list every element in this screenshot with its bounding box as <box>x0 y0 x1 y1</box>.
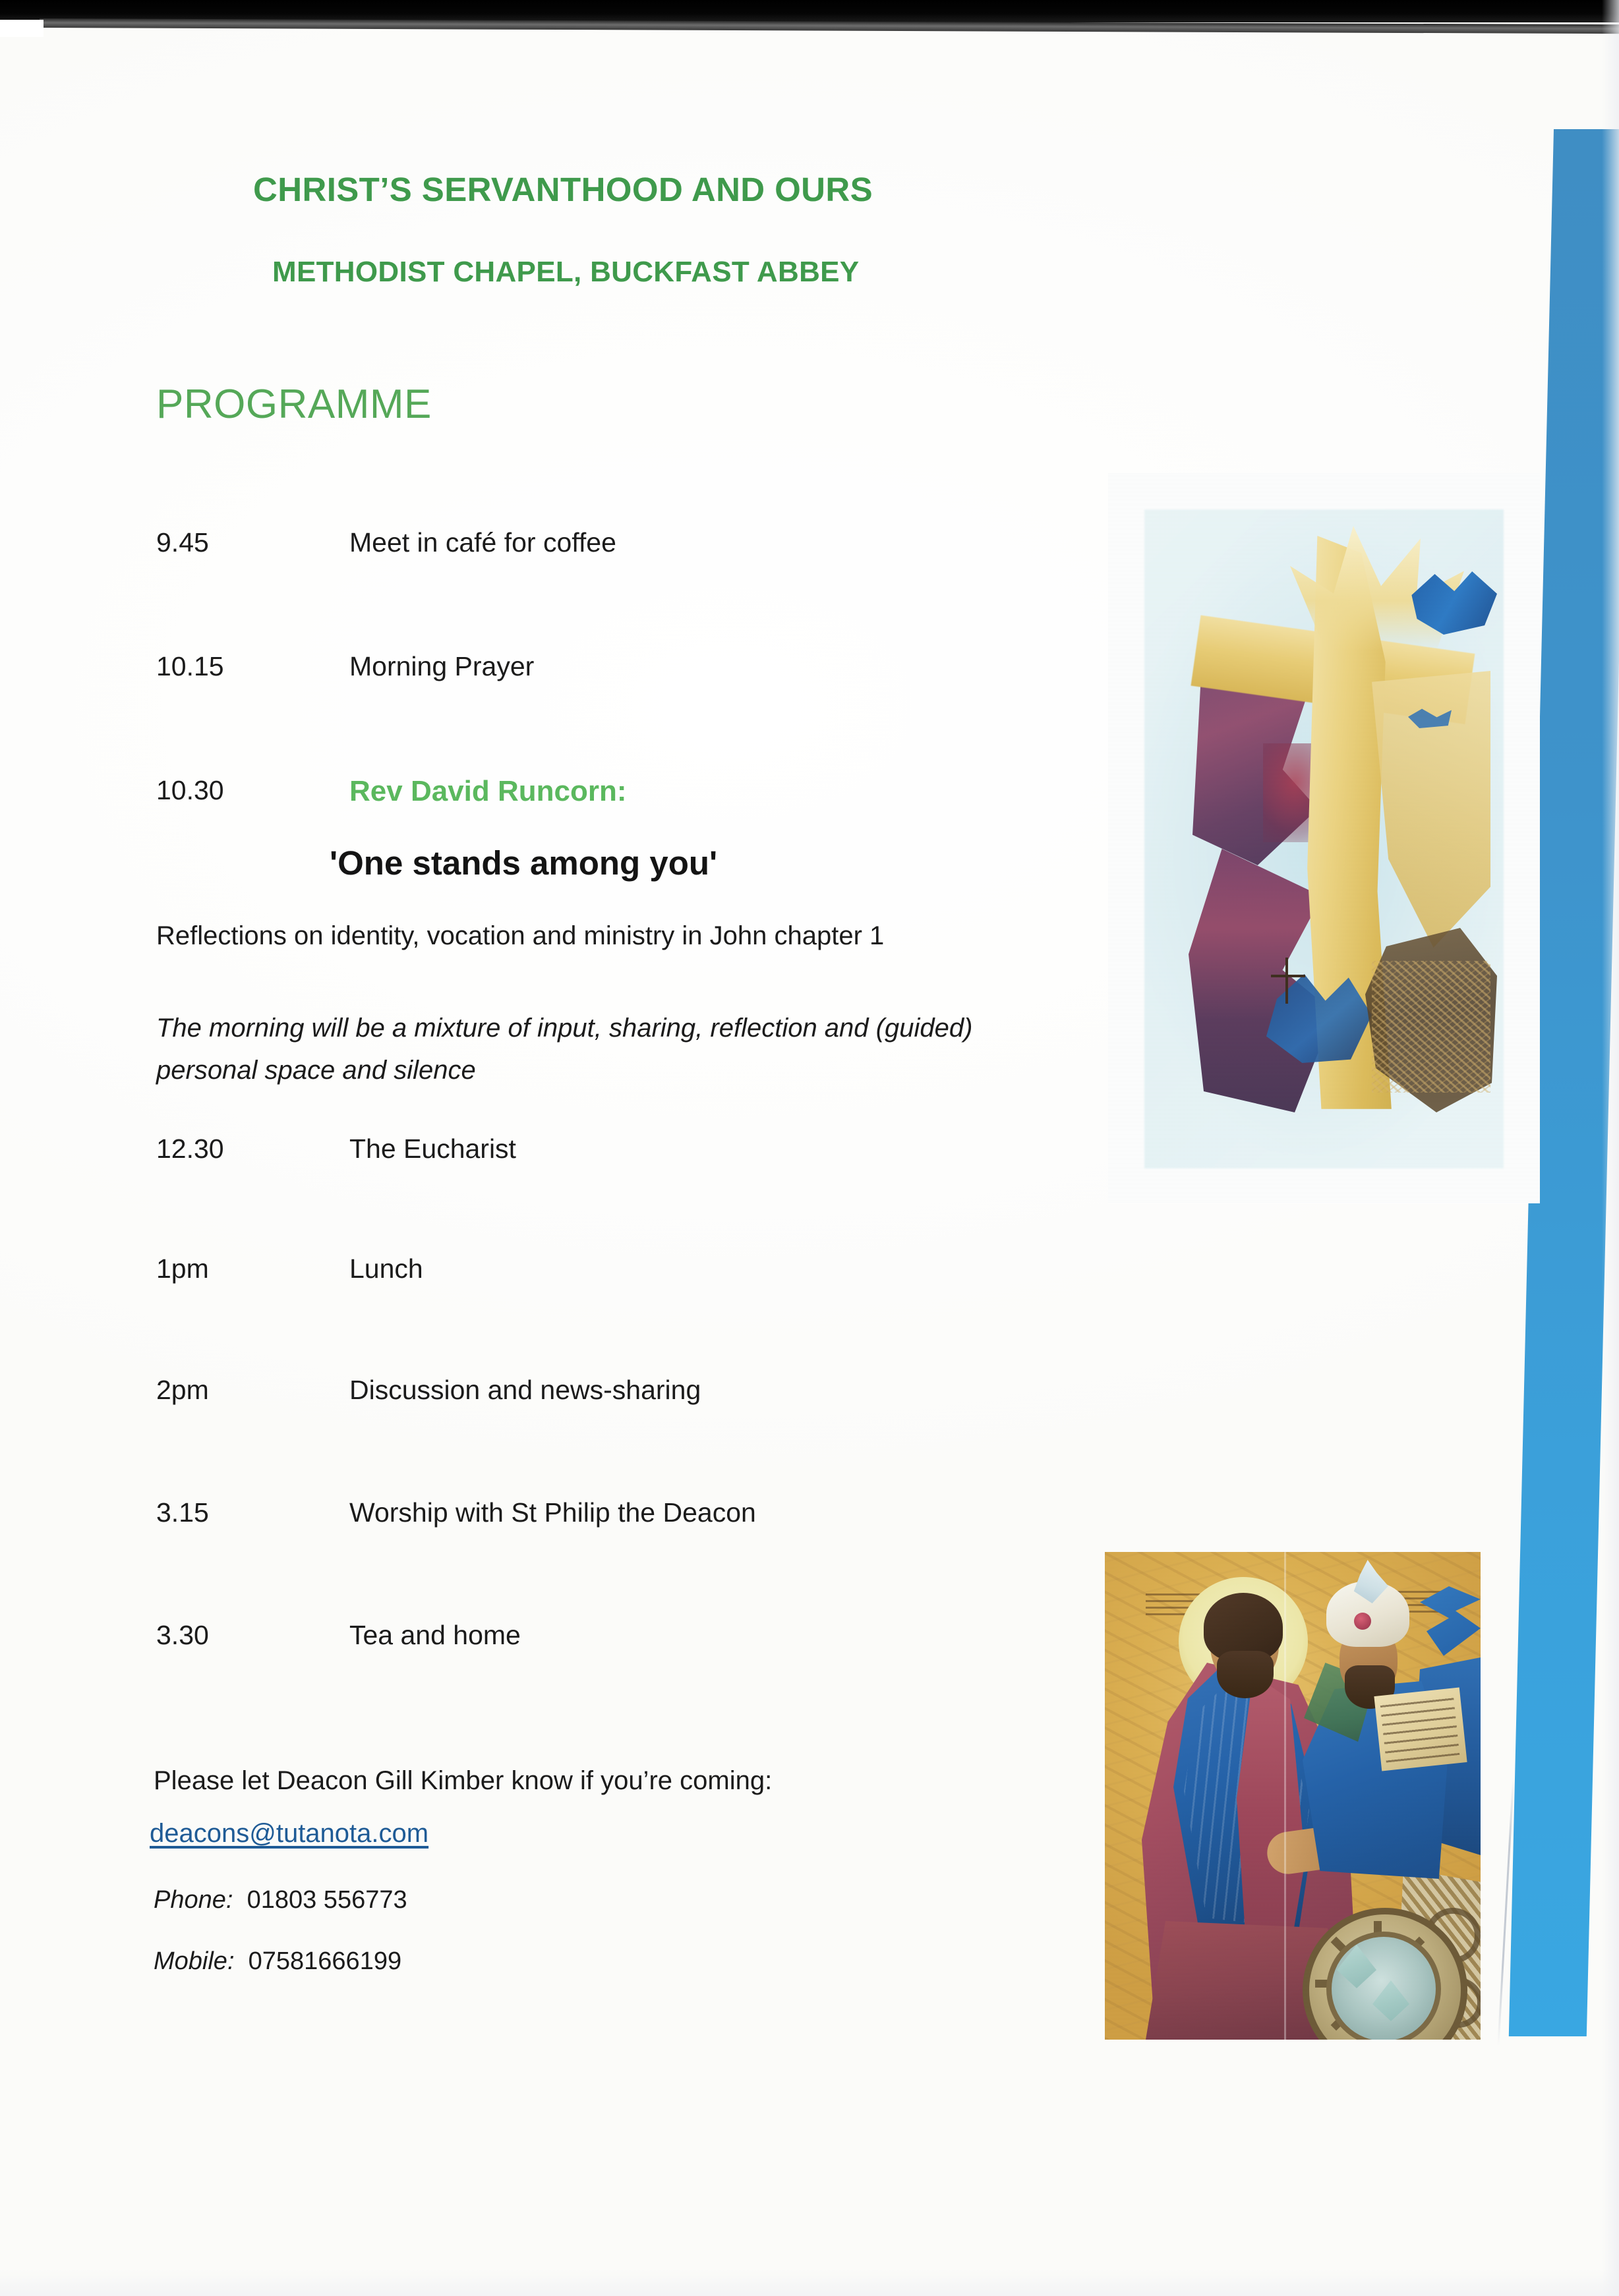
scan-bottom-edge-fade <box>0 2270 1619 2296</box>
schedule-row-4 <box>0 1134 989 1173</box>
schedule-description: Lunch <box>349 1253 423 1284</box>
painting-brown-texture <box>1372 961 1490 1093</box>
schedule-row-1 <box>0 527 989 567</box>
byzantine-icon-philip-and-ethiopian <box>1105 1552 1481 2040</box>
contact-phone <box>154 1886 407 1914</box>
schedule-description: Discussion and news-sharing <box>349 1375 701 1405</box>
contact-mobile-label: Mobile: <box>154 1947 235 1975</box>
talk-title: 'One stands among you' <box>330 844 718 882</box>
programme-section-heading: PROGRAMME <box>156 382 432 427</box>
contact-mobile <box>154 1947 401 1976</box>
schedule-description: Morning Prayer <box>349 651 535 681</box>
schedule-time: 10.30 <box>156 775 224 805</box>
schedule-time: 9.45 <box>156 527 209 558</box>
page-subtitle-venue: METHODIST CHAPEL, BUCKFAST ABBEY <box>272 256 860 288</box>
speaker-name: Rev David Runcorn: <box>349 775 627 807</box>
talk-subtitle: Reflections on identity, vocation and ministry in John chapter 1 <box>156 921 885 950</box>
schedule-row-5 <box>0 1253 989 1293</box>
schedule-time: 3.15 <box>156 1497 209 1528</box>
rsvp-instruction: Please let Deacon Gill Kimber know if you’re coming: <box>154 1766 773 1795</box>
talk-note: The morning will be a mixture of input, sharing, reflection and (guided) personal space and silence <box>156 1014 973 1085</box>
scanner-corner-notch <box>0 20 44 37</box>
painting-small-cross-mark <box>1271 958 1305 1004</box>
page-title: CHRIST’S SERVANTHOOD AND OURS <box>253 171 873 208</box>
schedule-time: 1pm <box>156 1253 209 1284</box>
icon-scan-seam <box>1284 1552 1286 2040</box>
schedule-time: 10.15 <box>156 651 224 681</box>
icon-saint-beard <box>1217 1651 1274 1698</box>
schedule-time: 12.30 <box>156 1134 224 1164</box>
schedule-row-3-speaker <box>0 775 989 815</box>
schedule-row-8 <box>0 1620 989 1659</box>
schedule-description: Worship with St Philip the Deacon <box>349 1497 756 1528</box>
contact-phone-label: Phone: <box>154 1886 233 1914</box>
schedule-row-6 <box>0 1375 989 1414</box>
schedule-description: The Eucharist <box>349 1134 516 1164</box>
schedule-row-2 <box>0 651 989 691</box>
contact-email-link[interactable]: deacons@tutanota.com <box>150 1819 429 1848</box>
schedule-row-7 <box>0 1497 989 1537</box>
contact-mobile-value: 07581666199 <box>248 1947 402 1975</box>
schedule-description: Meet in café for coffee <box>349 527 616 558</box>
schedule-time: 2pm <box>156 1375 209 1405</box>
contact-phone-value: 01803 556773 <box>247 1886 407 1914</box>
icon-eunuch-turban-jewel <box>1354 1613 1371 1630</box>
icon-scroll-text <box>1380 1697 1460 1762</box>
schedule-description: Tea and home <box>349 1620 521 1650</box>
scan-right-edge-fade <box>1602 0 1619 2296</box>
icon-chariot-wheel-hub <box>1326 1932 1441 2040</box>
abstract-crucifixion-painting <box>1108 473 1540 1203</box>
schedule-time: 3.30 <box>156 1620 209 1650</box>
